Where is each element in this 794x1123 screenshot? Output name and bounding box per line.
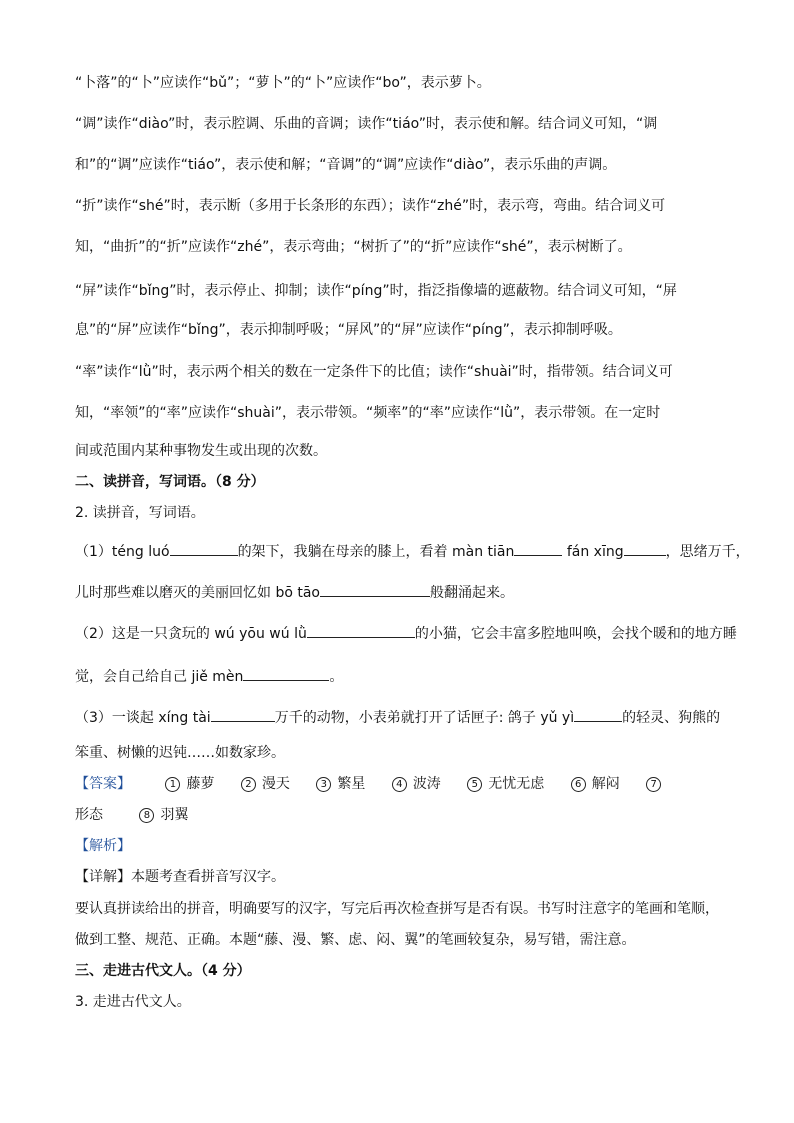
answer-item: 6 解闷 (571, 774, 620, 794)
section-heading: 三、走进古代文人。（4 分） (75, 963, 251, 979)
detail-label: 【详解】 (75, 869, 131, 885)
answer-label: 【答案】 (75, 776, 131, 792)
answer-item: 5 无忧无虑 (467, 774, 544, 794)
answer-item: 3 繁星 (316, 774, 365, 794)
detail-line: 要认真拼读给出的拼音，明确要写的汉字，写完后再次检查拼写是否有误。书写时注意字的笔画和笔顺， (75, 901, 719, 917)
answer-item: 8 羽翼 (139, 805, 188, 825)
answer-blank[interactable] (320, 581, 430, 597)
explanation-line: “调”读作“diào”时，表示腔调、乐曲的音调；读作“tiáo”时，表示使和解。结合词义可知，“调 (75, 116, 658, 132)
answer-blank[interactable] (574, 706, 622, 722)
explanation-line: 知，“率领”的“率”应读作“shuài”，表示带领。“频率”的“率”应读作“lǜ”，表示带领。在一定时 (75, 405, 661, 421)
question-title: 2. 读拼音，写词语。 (75, 505, 205, 521)
explanation-line: 和”的“调”应读作“tiáo”，表示使和解；“音调”的“调”应读作“diào”，表示乐曲的声调。 (75, 157, 617, 173)
answer-blank[interactable] (243, 665, 329, 681)
explanation-line: 息”的“屏”应读作“bǐng”，表示抑制呼吸；“屏风”的“屏”应读作“píng”，表示抑制呼吸。 (75, 322, 622, 338)
question-2-line-2: 觉，会自己给自己 jiě mèn 。 (75, 665, 343, 687)
question-title: 3. 走进古代文人。 (75, 994, 191, 1010)
answer-blank[interactable] (211, 706, 275, 722)
explanation-line: 间或范围内某种事物发生或出现的次数。 (75, 443, 327, 459)
question-3-line-2: 笨重、树懒的迟钝……如数家珍。 (75, 745, 285, 761)
analysis-label: 【解析】 (75, 838, 131, 854)
answer-item: 4 波涛 (392, 774, 441, 794)
answer-line (75, 774, 667, 794)
explanation-line: 知，“曲折”的“折”应读作“zhé”，表示弯曲；“树折了”的“折”应读作“shé”，表示树断了。 (75, 239, 632, 255)
section-heading: 二、读拼音，写词语。（8 分） (75, 474, 265, 490)
explanation-line: “折”读作“shé”时，表示断（多用于长条形的东西）；读作“zhé”时，表示弯，弯曲。结合词义可 (75, 198, 666, 214)
answer-item: 2 漫天 (241, 774, 290, 794)
answer-line-2: 形态 8 羽翼 (75, 807, 189, 823)
explanation-line: “屏”读作“bǐng”时，表示停止、抑制；读作“píng”时，指泛指像墙的遮蔽物。结合词义可知，“屏 (75, 283, 677, 299)
answer-blank[interactable] (514, 540, 562, 556)
question-3-line-1: （3）一谈起 xíng tài 万千的动物，小表弟就打开了话匣子: 鸽子 yǔ yì 的轻灵、狗熊的 (75, 706, 720, 728)
question-1-line-1: （1）téng luó 的架下，我躺在母亲的膝上，看着 màn tiān fán xīng ，思绪万千， (75, 540, 750, 562)
answer-blank[interactable] (624, 540, 666, 556)
answer-item: 1 藤萝 (165, 774, 214, 794)
explanation-line: “率”读作“lǜ”时，表示两个相关的数在一定条件下的比值；读作“shuài”时，指带领。结合词义可 (75, 364, 673, 380)
detail-line: 【详解】本题考查看拼音写汉字。 (75, 869, 285, 885)
question-2-line-1: （2）这是一只贪玩的 wú yōu wú lǜ 的小猫，它会丰富多腔地叫唤，会找个暖和的地方睡 (75, 622, 737, 644)
explanation-line: “卜落”的“卜”应读作“bǔ”；“萝卜”的“卜”应读作“bo”，表示萝卜。 (75, 75, 491, 91)
answer-item: 7 (646, 774, 667, 794)
answer-blank[interactable] (170, 540, 238, 556)
question-1-line-2: 儿时那些难以磨灭的美丽回忆如 bō tāo 般翻涌起来。 (75, 581, 514, 603)
detail-line: 做到工整、规范、正确。本题“藤、漫、繁、虑、闷、翼”的笔画较复杂，易写错，需注意。 (75, 932, 636, 948)
answer-blank[interactable] (307, 622, 415, 638)
